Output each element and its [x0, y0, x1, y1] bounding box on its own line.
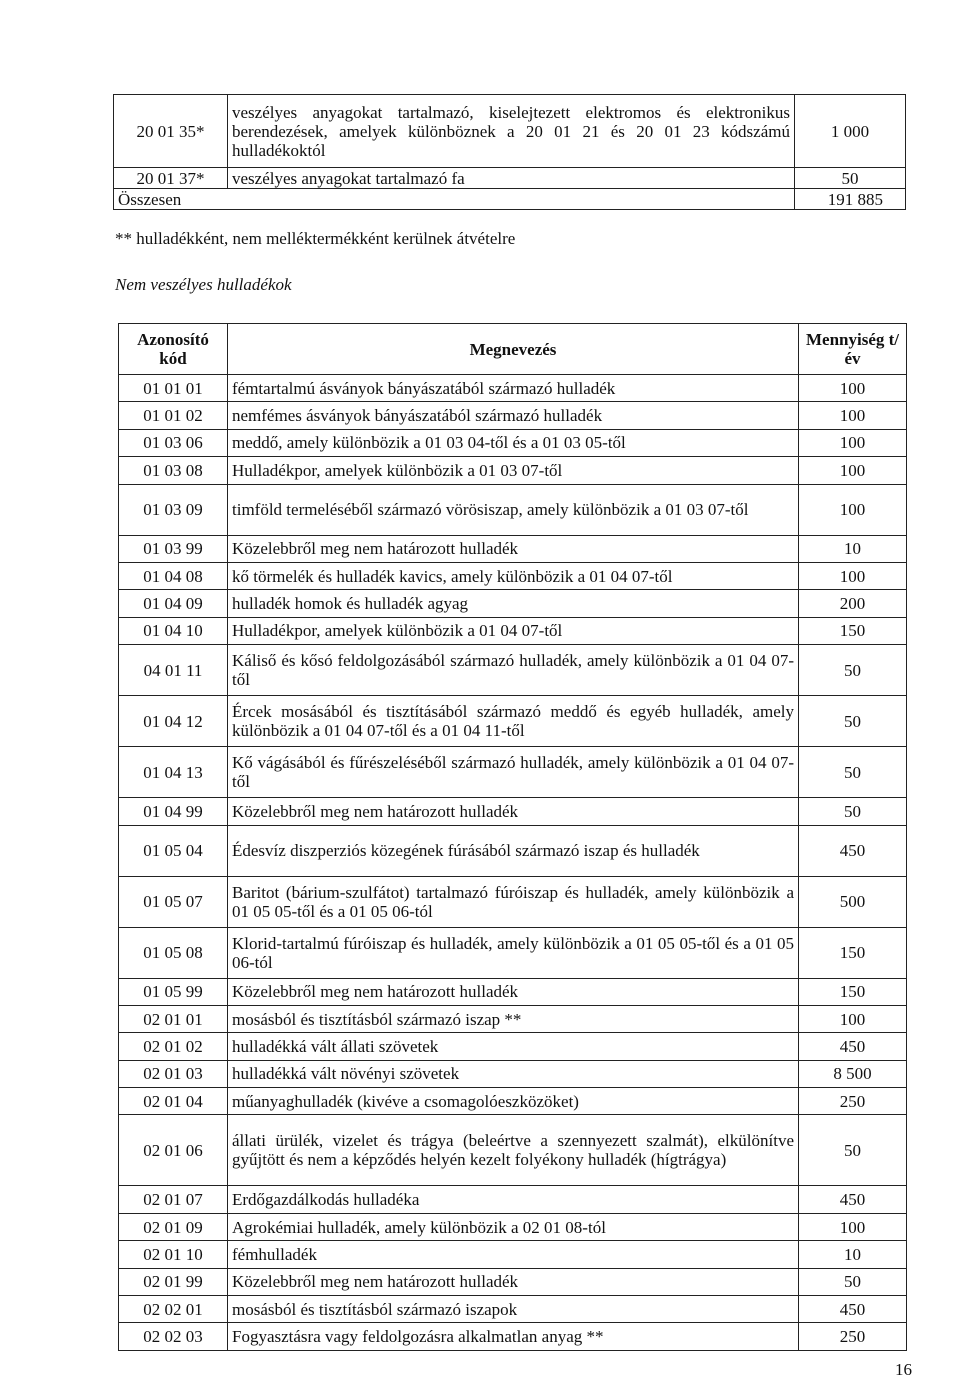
- table-row: [119, 535, 907, 562]
- table-row: [119, 645, 907, 696]
- waste-description: mosásból és tisztításból származó iszap **: [228, 1005, 799, 1032]
- waste-code: 01 04 13: [119, 747, 228, 798]
- waste-description: fémhulladék: [228, 1241, 799, 1268]
- waste-description: meddő, amely különbözik a 01 03 04-től és a 01 03 05-től: [228, 429, 799, 456]
- waste-quantity: 500: [799, 876, 907, 927]
- waste-description: kő törmelék és hulladék kavics, amely különbözik a 01 04 07-től: [228, 562, 799, 589]
- table-row: [119, 375, 907, 402]
- table-row: [119, 1268, 907, 1295]
- header-row: [119, 324, 907, 375]
- waste-quantity: 450: [799, 1033, 907, 1060]
- waste-quantity: 450: [799, 1296, 907, 1323]
- waste-code: 02 02 03: [119, 1323, 228, 1350]
- waste-description: Közelebbről meg nem határozott hulladék: [228, 1268, 799, 1295]
- waste-description: Közelebbről meg nem határozott hulladék: [228, 978, 799, 1005]
- waste-code: 01 05 99: [119, 978, 228, 1005]
- waste-code: 20 01 35*: [114, 95, 228, 168]
- section-title: Nem veszélyes hulladékok: [115, 275, 292, 294]
- table-row: [119, 798, 907, 825]
- header-quantity: Mennyiség t/év: [799, 324, 907, 375]
- waste-description: Ércek mosásából és tisztításából származó meddő és egyéb hulladék, amely különbözik a 01 04 07-től és a 01 04 11-től: [228, 696, 799, 747]
- table-row: [119, 747, 907, 798]
- waste-quantity: 100: [799, 1213, 907, 1240]
- waste-description: Klorid-tartalmú fúróiszap és hulladék, amely különbözik a 01 05 05-től és a 01 05 06-tól: [228, 927, 799, 978]
- waste-code: 02 01 07: [119, 1186, 228, 1213]
- table-row: [119, 429, 907, 456]
- waste-description: hulladékká vált növényi szövetek: [228, 1060, 799, 1087]
- table-row: [119, 1241, 907, 1268]
- waste-code: 01 05 08: [119, 927, 228, 978]
- waste-code: 01 04 09: [119, 590, 228, 617]
- table-row: [119, 1186, 907, 1213]
- non-hazardous-waste-table: [118, 323, 907, 1351]
- table-body: [119, 375, 907, 1351]
- waste-code: 01 04 12: [119, 696, 228, 747]
- waste-code: 02 02 01: [119, 1296, 228, 1323]
- table-row: [119, 1060, 907, 1087]
- table-row: [119, 1005, 907, 1032]
- waste-quantity: 250: [799, 1088, 907, 1115]
- waste-description: állati ürülék, vizelet és trágya (beleértve a szennyezett szalmát), elkülönítve gyűjtött és nem a képződés helyén kezelt folyékony hulladék (hígtrágya): [228, 1115, 799, 1186]
- waste-code: 01 04 10: [119, 617, 228, 644]
- table-row: [119, 617, 907, 644]
- waste-quantity: 50: [799, 747, 907, 798]
- table-row: [119, 402, 907, 429]
- waste-quantity: 450: [799, 825, 907, 876]
- header-description: Megnevezés: [228, 324, 799, 375]
- waste-quantity: 1 000: [795, 95, 906, 168]
- waste-description: Édesvíz diszperziós közegének fúrásából származó iszap és hulladék: [228, 825, 799, 876]
- waste-description: Közelebbről meg nem határozott hulladék: [228, 535, 799, 562]
- waste-code: 01 05 04: [119, 825, 228, 876]
- waste-quantity: 100: [799, 1005, 907, 1032]
- waste-code: 02 01 03: [119, 1060, 228, 1087]
- waste-code: 04 01 11: [119, 645, 228, 696]
- table-row: [119, 590, 907, 617]
- waste-description: fémtartalmú ásványok bányászatából származó hulladék: [228, 375, 799, 402]
- waste-quantity: 50: [799, 1268, 907, 1295]
- table-row: [114, 168, 906, 189]
- waste-description: Közelebbről meg nem határozott hulladék: [228, 798, 799, 825]
- waste-description: veszélyes anyagokat tartalmazó fa: [228, 168, 795, 189]
- waste-quantity: 450: [799, 1186, 907, 1213]
- waste-description: hulladék homok és hulladék agyag: [228, 590, 799, 617]
- hazardous-waste-table-tail: [113, 94, 906, 210]
- table-row: [119, 696, 907, 747]
- waste-code: 01 01 01: [119, 375, 228, 402]
- table-row: [119, 825, 907, 876]
- waste-description: műanyaghulladék (kivéve a csomagolóeszközöket): [228, 1088, 799, 1115]
- waste-description: Hulladékpor, amelyek különbözik a 01 04 07-től: [228, 617, 799, 644]
- waste-quantity: 150: [799, 927, 907, 978]
- waste-description: mosásból és tisztításból származó iszapok: [228, 1296, 799, 1323]
- waste-quantity: 100: [799, 457, 907, 484]
- waste-quantity: 50: [799, 696, 907, 747]
- header-code: Azonosító kód: [119, 324, 228, 375]
- waste-code: 02 01 02: [119, 1033, 228, 1060]
- footnote: ** hulladékként, nem melléktermékként kerülnek átvételre: [115, 229, 516, 248]
- table-row: [119, 1213, 907, 1240]
- waste-code: 01 05 07: [119, 876, 228, 927]
- waste-code: 01 01 02: [119, 402, 228, 429]
- table-row: [119, 1296, 907, 1323]
- waste-quantity: 10: [799, 535, 907, 562]
- waste-description: Káliső és kősó feldolgozásából származó hulladék, amely különbözik a 01 04 07-től: [228, 645, 799, 696]
- waste-description: Erdőgazdálkodás hulladéka: [228, 1186, 799, 1213]
- waste-quantity: 50: [799, 798, 907, 825]
- waste-quantity: 50: [799, 1115, 907, 1186]
- waste-code: 01 04 99: [119, 798, 228, 825]
- waste-description: Agrokémiai hulladék, amely különbözik a 02 01 08-tól: [228, 1213, 799, 1240]
- waste-quantity: 50: [795, 168, 906, 189]
- table-row: [119, 1088, 907, 1115]
- table-row: [119, 876, 907, 927]
- table-row: [114, 95, 906, 168]
- waste-quantity: 100: [799, 375, 907, 402]
- waste-quantity: 100: [799, 429, 907, 456]
- table-row: [119, 1323, 907, 1350]
- waste-code: 02 01 06: [119, 1115, 228, 1186]
- waste-code: 02 01 04: [119, 1088, 228, 1115]
- waste-quantity: 150: [799, 617, 907, 644]
- table-row: [119, 978, 907, 1005]
- waste-code: 20 01 37*: [114, 168, 228, 189]
- waste-description: nemfémes ásványok bányászatából származó hulladék: [228, 402, 799, 429]
- table-row: [119, 927, 907, 978]
- waste-code: 01 03 09: [119, 484, 228, 535]
- waste-quantity: 150: [799, 978, 907, 1005]
- waste-description: Baritot (bárium-szulfátot) tartalmazó fúróiszap és hulladék, amely különbözik a 01 05 05-től és a 01 05 06-tól: [228, 876, 799, 927]
- waste-code: 01 03 08: [119, 457, 228, 484]
- waste-quantity: 10: [799, 1241, 907, 1268]
- table-row: [119, 457, 907, 484]
- waste-code: 01 03 99: [119, 535, 228, 562]
- total-label: Összesen: [114, 189, 795, 210]
- waste-quantity: 200: [799, 590, 907, 617]
- total-row: [114, 189, 906, 210]
- waste-description: timföld termeléséből származó vörösiszap, amely különbözik a 01 03 07-től: [228, 484, 799, 535]
- waste-code: 01 04 08: [119, 562, 228, 589]
- waste-description: hulladékká vált állati szövetek: [228, 1033, 799, 1060]
- waste-code: 02 01 09: [119, 1213, 228, 1240]
- waste-code: 02 01 01: [119, 1005, 228, 1032]
- waste-code: 01 03 06: [119, 429, 228, 456]
- waste-quantity: 100: [799, 562, 907, 589]
- page-number: 16: [895, 1360, 912, 1379]
- waste-quantity: 250: [799, 1323, 907, 1350]
- waste-quantity: 100: [799, 402, 907, 429]
- total-value: 191 885: [795, 189, 906, 210]
- table-row: [119, 484, 907, 535]
- waste-description: Kő vágásából és fűrészeléséből származó hulladék, amely különbözik a 01 04 07-től: [228, 747, 799, 798]
- waste-description: Fogyasztásra vagy feldolgozásra alkalmatlan anyag **: [228, 1323, 799, 1350]
- waste-quantity: 100: [799, 484, 907, 535]
- waste-description: Hulladékpor, amelyek különbözik a 01 03 07-től: [228, 457, 799, 484]
- waste-description: veszélyes anyagokat tartalmazó, kiselejtezett elektromos és elektronikus berendezések, amelyek különböznek a 20 01 21 és 20 01 23 kódszámú hulladékoktól: [228, 95, 795, 168]
- waste-code: 02 01 99: [119, 1268, 228, 1295]
- waste-quantity: 50: [799, 645, 907, 696]
- table-row: [119, 1115, 907, 1186]
- waste-code: 02 01 10: [119, 1241, 228, 1268]
- waste-quantity: 8 500: [799, 1060, 907, 1087]
- table-row: [119, 1033, 907, 1060]
- table-row: [119, 562, 907, 589]
